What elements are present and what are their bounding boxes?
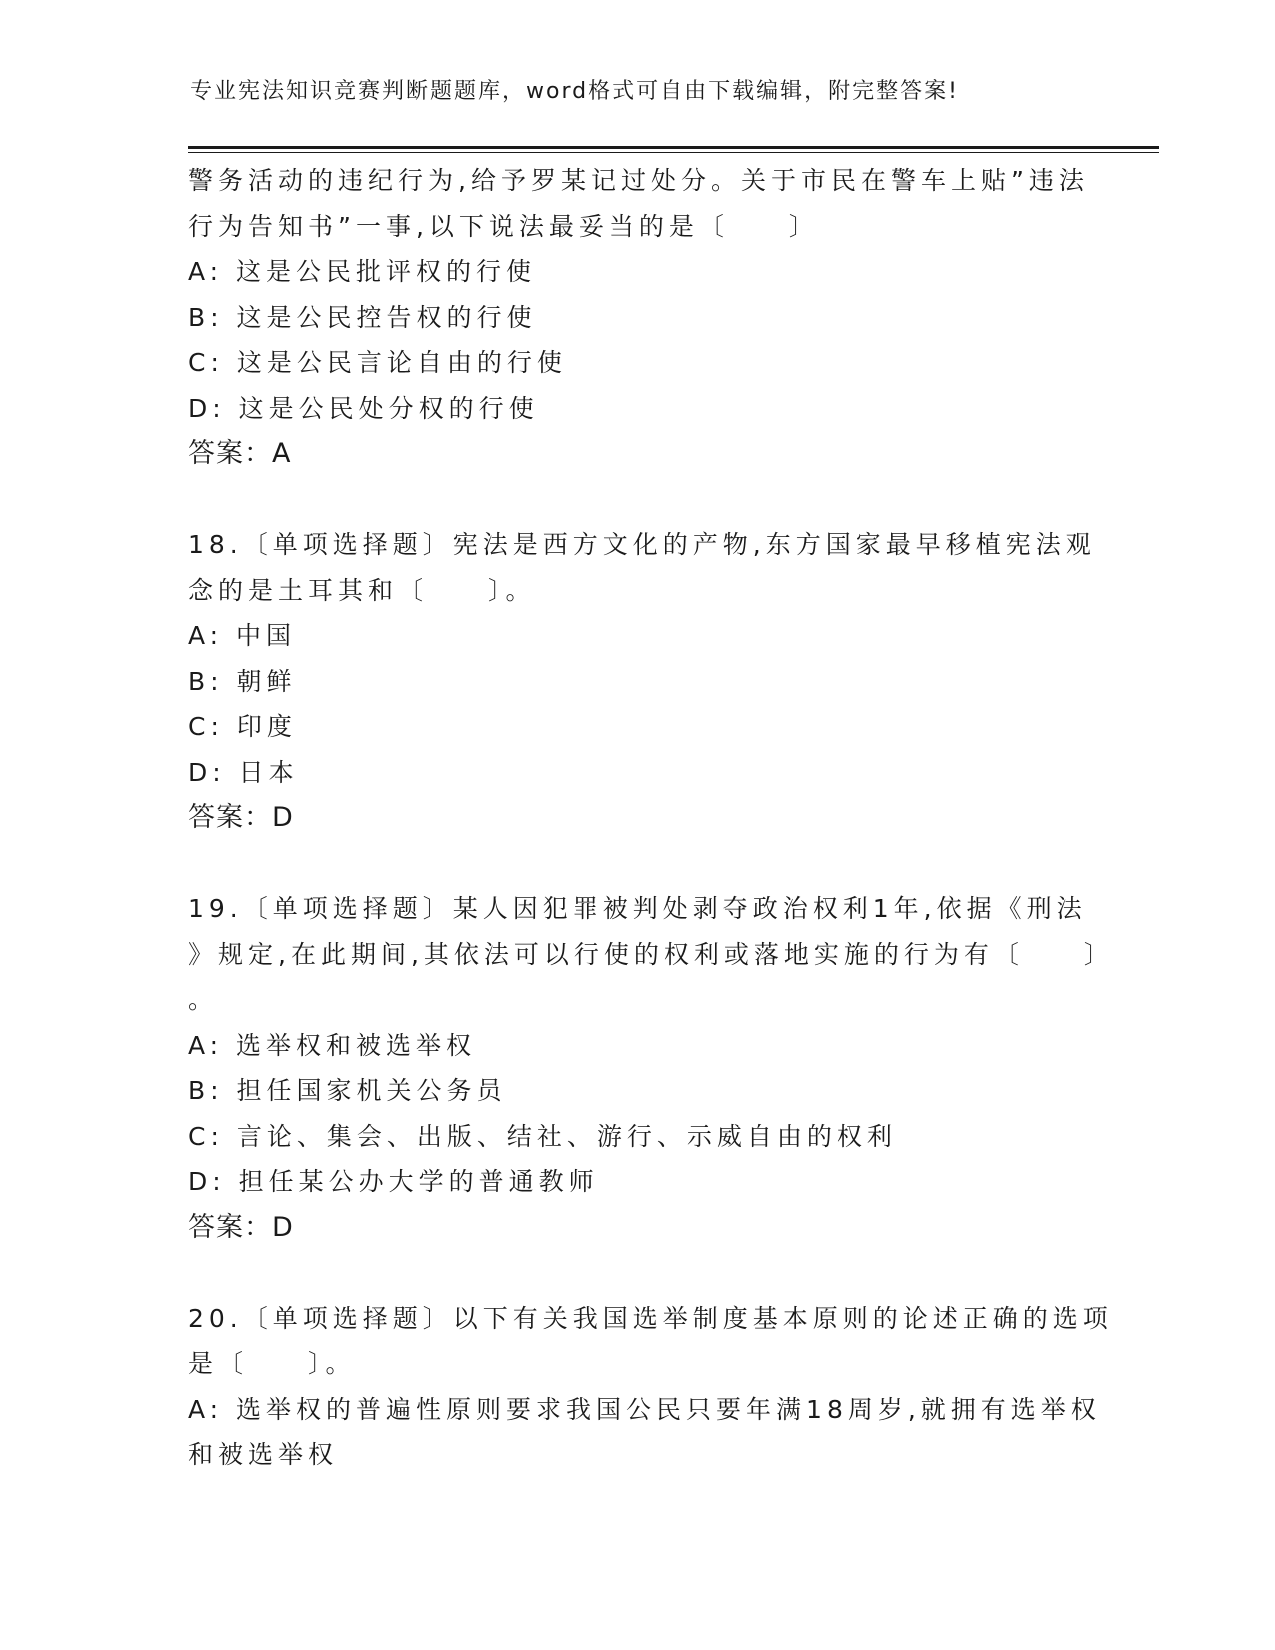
spacer [188,1250,1088,1296]
question-stem-line: 。 [188,985,219,1014]
question-stem-line: 是〔 〕。 [188,1349,356,1378]
question-19 [188,886,1114,1250]
option-b: B: 担任国家机关公务员 [188,1076,507,1105]
option-a: A: 选举权和被选举权 [188,1030,477,1060]
option-b: B: 这是公民控告权的行使 [188,302,537,332]
question-stem-line: 》规定,在此期间,其依法可以行使的权利或落地实施的行为有〔 〕 [188,939,1114,969]
answer-line: 答案：A [188,438,292,469]
option-d: D: 日本 [188,757,299,787]
option-a: A: 选举权的普遍性原则要求我国公民只要年满18周岁,就拥有选举权 [188,1394,1101,1424]
question-20 [188,1296,1113,1478]
option-c: C: 这是公民言论自由的行使 [188,348,567,377]
header-rule-thin [188,152,1159,153]
option-a-continued: 和被选举权 [188,1440,339,1469]
option-c: C: 言论、集会、出版、结社、游行、示威自由的权利 [188,1121,897,1151]
question-18 [188,522,1096,841]
spacer [188,841,1088,887]
document-header: 专业宪法知识竞赛判断题题库，word格式可自由下载编辑，附完整答案! [190,79,959,104]
option-c: C: 印度 [188,712,297,741]
option-a: A: 这是公民批评权的行使 [188,257,537,286]
question-stem-line: 警务活动的违纪行为,给予罗某记过处分。关于市民在警车上贴”违法 [188,166,1089,195]
option-d: D: 这是公民处分权的行使 [188,393,539,423]
answer-line: 答案：D [188,1211,294,1243]
question-stem-line: 念的是土耳其和〔 〕。 [188,575,536,605]
option-a: A: 中国 [188,621,297,650]
option-b: B: 朝鲜 [188,666,297,696]
question-17-continuation [188,158,1088,477]
question-stem-line: 行为告知书”一事,以下说法最妥当的是〔 〕 [188,211,819,241]
question-stem-line: 20.〔单项选择题〕以下有关我国选举制度基本原则的论述正确的选项 [188,1303,1113,1333]
spacer [188,477,1088,523]
option-d: D: 担任某公办大学的普通教师 [188,1167,599,1196]
question-stem-line: 18.〔单项选择题〕宪法是西方文化的产物,东方国家最早移植宪法观 [188,530,1096,559]
question-content [188,158,1114,1478]
question-stem-line: 19.〔单项选择题〕某人因犯罪被判处剥夺政治权利1年,依据《刑法 [188,894,1087,923]
header-rule-thick [188,146,1159,149]
answer-line: 答案：D [188,802,294,833]
